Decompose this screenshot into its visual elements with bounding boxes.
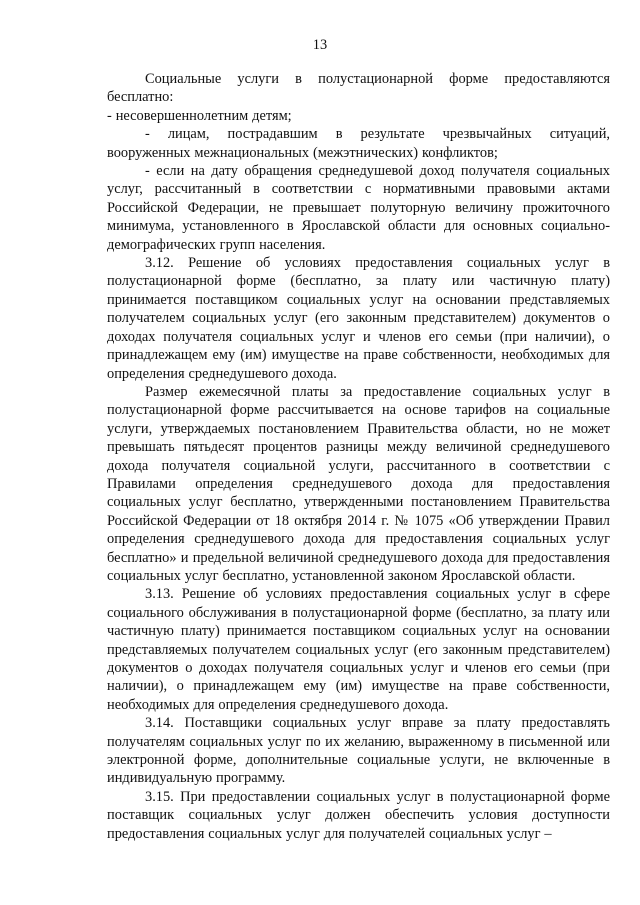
list-item-income-threshold: - если на дату обращения среднедушевой доход получателя социальных услуг, рассчитанный в соответствии с нормативными правовыми актами Российской Федерации, не превышает полуторную величину прожиточного минимума, установленного в Ярославской области для основных социально-демографических групп населения. (107, 163, 610, 253)
document-body (107, 70, 610, 843)
paragraph-intro: Социальные услуги в полустационарной форме предоставляются бесплатно: (107, 71, 610, 106)
paragraph-3-15: 3.15. При предоставлении социальных услуг в полустационарной форме поставщик социальных услуг должен обеспечить условия доступности предоставления социальных услуг для получателей социальных услуг – (107, 788, 610, 842)
paragraph-monthly-fee: Размер ежемесячной платы за предоставление социальных услуг в полустационарной форме рассчитывается на основе тарифов на социальные услуги, утверждаемых постановлением Правительства области, но не может превышать пятьдесят процентов разницы между величиной среднедушевого дохода получателя социальной услуги, рассчитанного в соответствии с Правилами определения среднедушевого дохода для предоставления социальных услуг бесплатно, утвержденными постановлением Правительства Российской Федерации от 18 октября 2014 г. № 1075 «Об утверждении Правил определения среднедушевого дохода для предоставления социальных услуг бесплатно» и предельной величиной среднедушевого дохода для предоставления социальных услуг бесплатно, установленной законом Ярославской области. (107, 383, 610, 584)
page-number: 13 (312, 37, 328, 53)
list-item-emergency-victims: - лицам, пострадавшим в результате чрезвычайных ситуаций, вооруженных межнациональных (межэтнических) конфликтов; (107, 126, 610, 161)
list-item-minors: - несовершеннолетним детям; (107, 107, 292, 124)
paragraph-3-13: 3.13. Решение об условиях предоставления социальных услуг в сфере социального обслуживания в полустационарной форме (бесплатно, за плату или частичную плату) принимается поставщиком социальных услуг на основании представляемых получателем социальных услуг (его законным представителем) документов о доходах получателя социальных услуг и членов его семьи (при наличии), о принадлежащем ему (им) имуществе на праве собственности, необходимых для определения среднедушевого дохода. (107, 586, 610, 713)
paragraph-3-14: 3.14. Поставщики социальных услуг вправе за плату предоставлять получателям социальных услуг по их желанию, выраженному в письменной или электронной форме, дополнительные социальные услуги, не включенные в индивидуальную программу. (107, 715, 610, 787)
paragraph-3-12: 3.12. Решение об условиях предоставления социальных услуг в полустационарной форме (бесплатно, за плату или частичную плату) принимается поставщиком социальных услуг на основании представляемых получателем социальных услуг (его законным представителем) документов о доходах получателя социальных услуг и членов его семьи (при наличии), о принадлежащем ему (им) имуществе на праве собственности, необходимых для определения среднедушевого дохода. (107, 255, 610, 382)
